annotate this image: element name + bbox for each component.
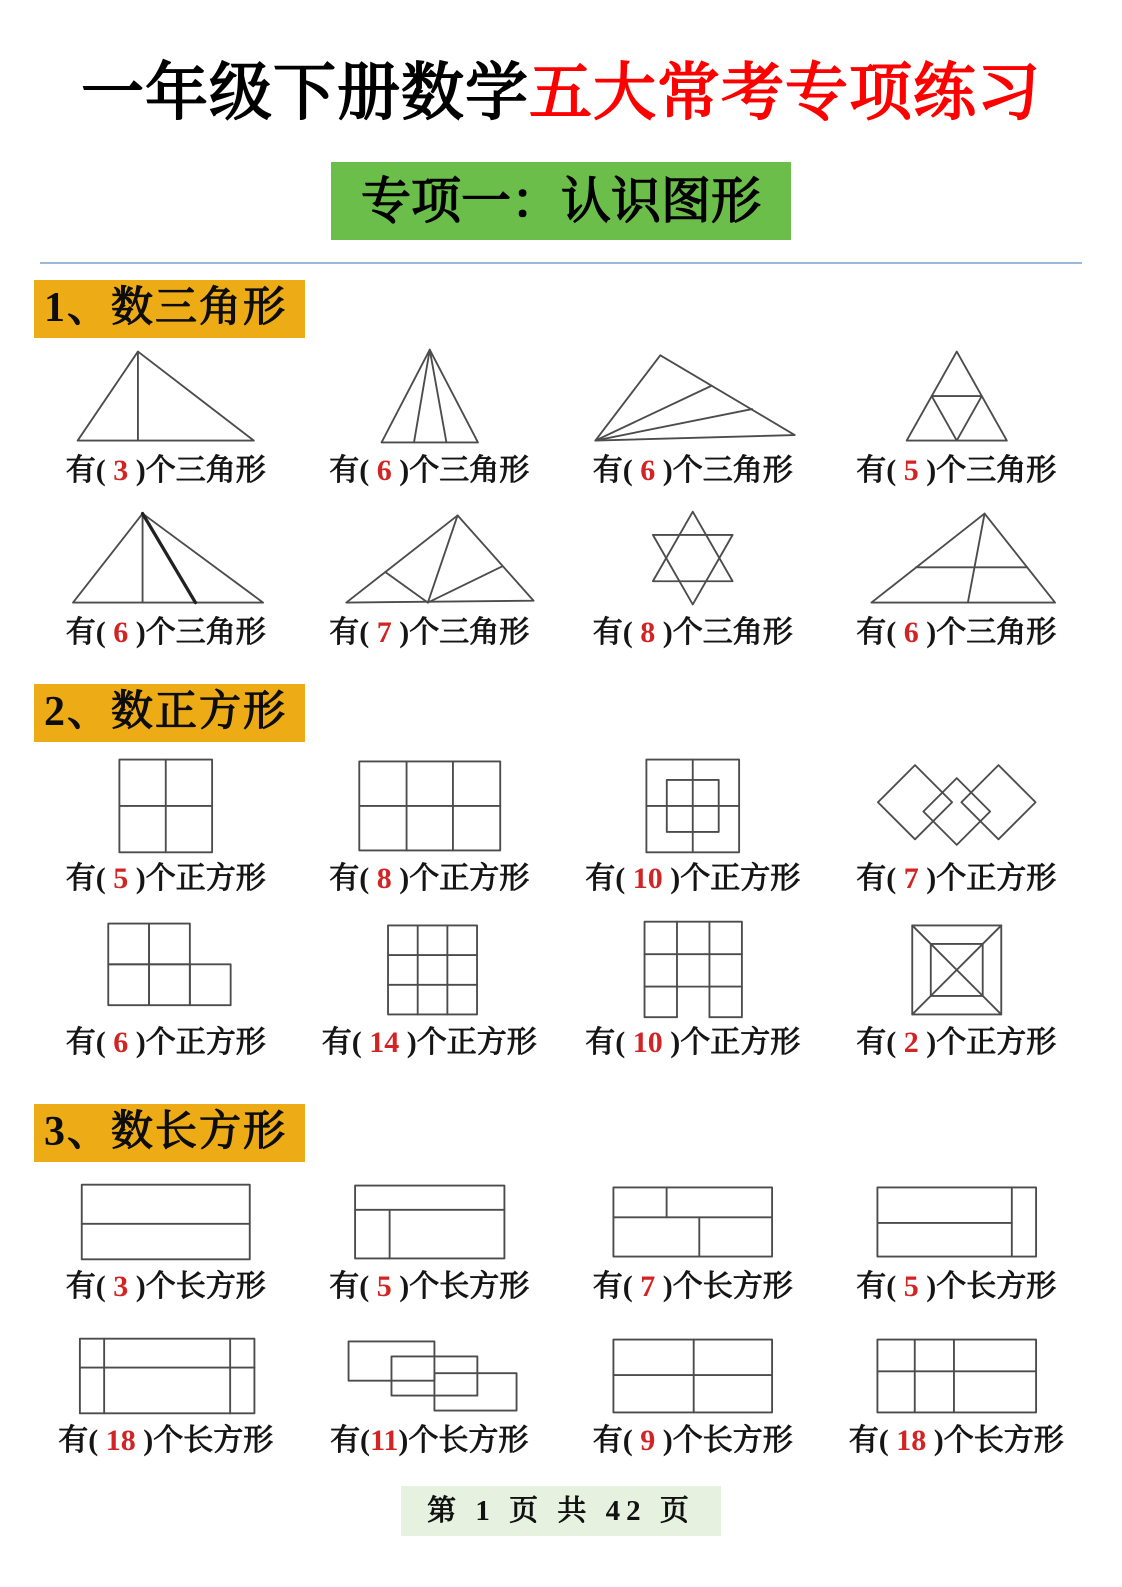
exercise-item	[34, 346, 298, 494]
label-suffix: )个正方形	[406, 1026, 537, 1059]
rectangle-offset-splits-figure	[561, 1180, 825, 1264]
label-prefix: 有(	[848, 1424, 889, 1457]
rectangle-3x2-grid-figure	[825, 1334, 1089, 1418]
exercise-item	[561, 1326, 825, 1464]
label-prefix: 有(	[856, 1270, 897, 1303]
six-pointed-star-figure	[561, 508, 825, 610]
label-suffix: )个三角形	[135, 616, 266, 649]
section-heading-squares: 2、数正方形	[34, 684, 305, 742]
triangle-with-midpoint-triangle-figure	[825, 346, 1089, 448]
page-title-black: 一年级下册数学	[81, 58, 529, 128]
label-suffix: )个正方形	[926, 862, 1057, 895]
answer-label	[58, 1418, 273, 1464]
answer-number: 7	[896, 862, 927, 895]
answer-number: 5	[105, 862, 136, 895]
page-title-red: 五大常考专项练习	[529, 58, 1041, 128]
answer-label	[585, 1020, 800, 1066]
label-prefix: 有(	[65, 1270, 106, 1303]
exercise-item	[34, 1326, 298, 1464]
answer-number: 3	[105, 454, 136, 487]
label-prefix: 有(	[585, 1026, 626, 1059]
exercise-item	[561, 1172, 825, 1310]
label-prefix: 有(	[65, 616, 106, 649]
label-prefix: 有(	[329, 862, 370, 895]
label-suffix: )个正方形	[399, 862, 530, 895]
label-prefix: 有(	[856, 1026, 897, 1059]
triangle-fan-from-left-vertex-figure	[561, 346, 825, 448]
answer-number: 6	[369, 454, 400, 487]
label-prefix: 有(	[856, 454, 897, 487]
banner-row	[0, 162, 1122, 240]
label-suffix: )个长方形	[926, 1270, 1057, 1303]
triangle-zigzag-cevians-figure	[298, 508, 562, 610]
answer-number: 2	[896, 1026, 927, 1059]
label-suffix: )个长方形	[399, 1270, 530, 1303]
label-prefix: 有(	[65, 454, 106, 487]
label-prefix: 有(	[58, 1424, 99, 1457]
triangle-vertical-and-bold-cevian-figure	[34, 508, 298, 610]
answer-label	[66, 610, 266, 656]
rectangle-3x2-grid-narrow-sides-figure	[34, 1334, 298, 1418]
three-overlapping-rectangles-figure	[298, 1334, 562, 1418]
triangle-cevian-and-crossbar-figure	[825, 508, 1089, 610]
exercise-item	[825, 346, 1089, 494]
exercise-item	[825, 754, 1089, 902]
answer-label	[593, 1418, 793, 1464]
answer-number: 9	[632, 1424, 663, 1457]
label-suffix: )个长方形	[398, 1424, 529, 1457]
label-suffix: )个正方形	[926, 1026, 1057, 1059]
section-heading-rectangles: 3、数长方形	[34, 1104, 305, 1162]
grid-with-two-hanging-squares-figure	[561, 918, 825, 1020]
answer-number: 14	[361, 1026, 407, 1059]
label-prefix: 有(	[330, 1424, 371, 1457]
answer-label	[856, 1020, 1056, 1066]
answer-label	[66, 1020, 266, 1066]
section-heading-triangles: 1、数三角形	[34, 280, 305, 338]
answer-label	[329, 1264, 529, 1310]
exercise-item	[561, 508, 825, 656]
label-prefix: 有(	[65, 1026, 106, 1059]
rectangles-row-2	[0, 1326, 1122, 1464]
label-suffix: )个三角形	[399, 616, 530, 649]
footer-row	[0, 1486, 1122, 1536]
rectangle-right-column-left-rows-figure	[825, 1180, 1089, 1264]
label-prefix: 有(	[321, 1026, 362, 1059]
section-squares	[0, 656, 1122, 1066]
exercise-item	[825, 918, 1089, 1066]
answer-number: 6	[105, 616, 136, 649]
answer-label	[593, 448, 793, 494]
answer-label	[329, 610, 529, 656]
tall-triangle-two-cevians-figure	[298, 346, 562, 448]
answer-number: 18	[888, 1424, 934, 1457]
section-triangles	[0, 264, 1122, 656]
label-suffix: )个正方形	[670, 862, 801, 895]
answer-number: 3	[105, 1270, 136, 1303]
answer-number: 5	[369, 1270, 400, 1303]
three-overlapping-diamonds-figure	[825, 754, 1089, 856]
answer-number: 6	[105, 1026, 136, 1059]
exercise-item	[298, 1326, 562, 1464]
label-suffix: )个正方形	[670, 1026, 801, 1059]
answer-label	[66, 448, 266, 494]
answer-label	[322, 1020, 537, 1066]
exercise-item	[561, 346, 825, 494]
label-prefix: 有(	[592, 616, 633, 649]
label-suffix: )个长方形	[662, 1270, 793, 1303]
answer-label	[856, 448, 1056, 494]
rectangle-two-rows-figure	[34, 1180, 298, 1264]
label-suffix: )个三角形	[926, 616, 1057, 649]
exercise-item	[298, 754, 562, 902]
exercise-item	[298, 346, 562, 494]
topic-banner: 专项一：认识图形	[331, 162, 791, 240]
label-suffix: )个三角形	[662, 454, 793, 487]
exercise-item	[298, 508, 562, 656]
answer-number: 7	[369, 616, 400, 649]
answer-label	[329, 856, 529, 902]
answer-number: 6	[896, 616, 927, 649]
answer-number: 8	[369, 862, 400, 895]
answer-label	[856, 1264, 1056, 1310]
answer-label	[66, 856, 266, 902]
triangles-row-1	[0, 346, 1122, 494]
section-rectangles	[0, 1066, 1122, 1464]
answer-label	[585, 856, 800, 902]
answer-number: 18	[98, 1424, 144, 1457]
exercise-item	[825, 508, 1089, 656]
triangle-with-vertical-cevian-figure	[34, 346, 298, 448]
p-pentomino-squares-figure	[34, 918, 298, 1020]
answer-label	[593, 1264, 793, 1310]
answer-label	[593, 610, 793, 656]
answer-label	[66, 1264, 266, 1310]
grid-3x2-squares-figure	[298, 754, 562, 856]
exercise-item	[561, 754, 825, 902]
label-suffix: )个长方形	[143, 1424, 274, 1457]
exercise-item	[34, 918, 298, 1066]
answer-number: 6	[632, 454, 663, 487]
label-suffix: )个三角形	[662, 616, 793, 649]
triangles-row-2	[0, 508, 1122, 656]
exercise-item	[298, 1172, 562, 1310]
square-grid-with-inner-square-figure	[561, 754, 825, 856]
label-suffix: )个正方形	[135, 862, 266, 895]
label-prefix: 有(	[592, 454, 633, 487]
answer-label	[849, 1418, 1064, 1464]
answer-number: 5	[896, 454, 927, 487]
answer-label	[856, 856, 1056, 902]
exercise-item	[561, 918, 825, 1066]
squares-row-2	[0, 918, 1122, 1066]
exercise-item	[34, 508, 298, 656]
answer-label	[856, 610, 1056, 656]
answer-number: 8	[632, 616, 663, 649]
label-prefix: 有(	[856, 862, 897, 895]
rectangles-row-1	[0, 1172, 1122, 1310]
answer-number: 5	[896, 1270, 927, 1303]
label-suffix: )个三角形	[926, 454, 1057, 487]
answer-number: 7	[632, 1270, 663, 1303]
label-suffix: )个长方形	[135, 1270, 266, 1303]
label-prefix: 有(	[329, 454, 370, 487]
exercise-item	[298, 918, 562, 1066]
exercise-item	[825, 1172, 1089, 1310]
squares-row-1	[0, 754, 1122, 902]
answer-number: 10	[625, 862, 671, 895]
square-2x2-grid-figure	[34, 754, 298, 856]
label-prefix: 有(	[65, 862, 106, 895]
page-title	[0, 0, 1122, 136]
rectangle-2x2-grid-figure	[561, 1334, 825, 1418]
answer-label	[329, 448, 529, 494]
label-suffix: )个长方形	[933, 1424, 1064, 1457]
answer-number: 11	[370, 1424, 399, 1457]
label-suffix: )个长方形	[662, 1424, 793, 1457]
exercise-item	[34, 1172, 298, 1310]
label-prefix: 有(	[585, 862, 626, 895]
label-suffix: )个三角形	[135, 454, 266, 487]
label-suffix: )个正方形	[135, 1026, 266, 1059]
label-prefix: 有(	[592, 1424, 633, 1457]
rectangle-top-band-split-bottom-figure	[298, 1180, 562, 1264]
label-prefix: 有(	[329, 1270, 370, 1303]
answer-number: 10	[625, 1026, 671, 1059]
label-prefix: 有(	[592, 1270, 633, 1303]
square-3x3-grid-figure	[298, 918, 562, 1020]
square-inscribed-square-with-x-figure	[825, 918, 1089, 1020]
exercise-item	[825, 1326, 1089, 1464]
exercise-item	[34, 754, 298, 902]
label-suffix: )个三角形	[399, 454, 530, 487]
label-prefix: 有(	[856, 616, 897, 649]
label-prefix: 有(	[329, 616, 370, 649]
page-number: 第 1 页 共 42 页	[401, 1486, 721, 1536]
answer-label	[330, 1418, 528, 1464]
